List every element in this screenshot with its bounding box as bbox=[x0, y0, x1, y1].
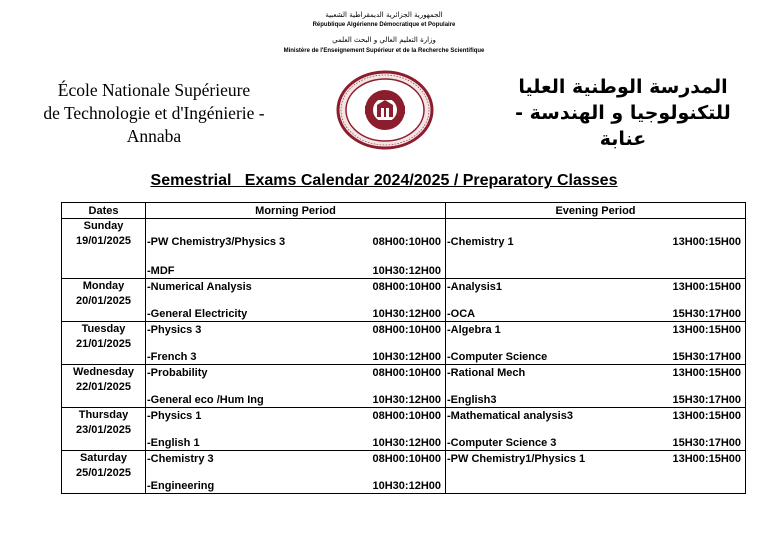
day-cell bbox=[62, 322, 146, 365]
day-name: Saturday bbox=[79, 452, 128, 464]
exam-time: 13H00:15H00 bbox=[672, 409, 741, 422]
exam-time: 13H00:15H00 bbox=[672, 235, 741, 248]
exam-subject: -English 1 bbox=[147, 436, 200, 449]
exam-subject: -PW Chemistry1/Physics 1 bbox=[447, 452, 586, 465]
exam-time: 15H30:17H00 bbox=[672, 436, 741, 449]
evening-cell bbox=[446, 365, 746, 408]
exam-time: 15H30:17H00 bbox=[672, 307, 741, 320]
exam-slot bbox=[146, 279, 445, 294]
republic-fr: République Algérienne Démocratique et Populaire bbox=[312, 22, 456, 28]
exam-subject: -Probability bbox=[147, 366, 208, 379]
exam-subject: -Chemistry 3 bbox=[147, 452, 214, 465]
exam-time: 15H30:17H00 bbox=[672, 393, 741, 406]
morning-cell bbox=[146, 279, 446, 322]
exam-subject: -OCA bbox=[447, 307, 476, 320]
table-row bbox=[62, 408, 746, 451]
exam-time: 10H30:12H00 bbox=[372, 479, 441, 492]
table-row bbox=[62, 279, 746, 322]
exam-subject: -Engineering bbox=[147, 479, 215, 492]
exam-slot bbox=[446, 306, 745, 321]
school-name-fr-line2: de Technologie et d'Ingénierie - Annaba bbox=[43, 103, 265, 146]
day-name: Wednesday bbox=[73, 366, 134, 378]
exam-subject: -Physics 1 bbox=[147, 409, 202, 422]
exam-subject: -English3 bbox=[447, 393, 497, 406]
exam-subject: -Computer Science bbox=[447, 350, 548, 363]
exam-slot bbox=[146, 408, 445, 423]
exam-slot bbox=[146, 306, 445, 321]
exam-time: 13H00:15H00 bbox=[672, 452, 741, 465]
day-date: 20/01/2025 bbox=[75, 295, 132, 307]
exam-slot bbox=[146, 322, 445, 337]
exam-slot bbox=[146, 451, 445, 466]
exam-time: 10H30:12H00 bbox=[372, 307, 441, 320]
table-row bbox=[62, 219, 746, 279]
school-logo bbox=[333, 70, 437, 150]
morning-cell bbox=[146, 408, 446, 451]
exam-slot bbox=[446, 392, 745, 407]
exam-time: 08H00:10H00 bbox=[372, 323, 441, 336]
exam-subject: -Computer Science 3 bbox=[447, 436, 557, 449]
day-name: Thursday bbox=[78, 409, 129, 421]
exam-slot bbox=[146, 234, 445, 249]
exam-slot bbox=[146, 365, 445, 380]
exam-slot bbox=[446, 279, 745, 294]
exam-time: 13H00:15H00 bbox=[672, 323, 741, 336]
exam-slot bbox=[146, 478, 445, 493]
evening-cell bbox=[446, 322, 746, 365]
exam-slot bbox=[446, 349, 745, 364]
school-name-ar-line1: المدرسة الوطنية العليا bbox=[518, 76, 728, 98]
exam-time: 13H00:15H00 bbox=[672, 366, 741, 379]
table-row bbox=[62, 451, 746, 494]
exam-subject: -Analysis1 bbox=[447, 280, 503, 293]
exam-slot bbox=[146, 435, 445, 450]
morning-cell bbox=[146, 322, 446, 365]
exam-slot bbox=[146, 392, 445, 407]
exam-subject: -French 3 bbox=[147, 350, 197, 363]
exam-subject: -Physics 3 bbox=[147, 323, 202, 336]
school-name-fr-line1: École Nationale Supérieure bbox=[57, 80, 251, 100]
morning-cell bbox=[146, 365, 446, 408]
ministry-fr: Ministère de l'Enseignement Supérieur et de la Recherche Scientifique bbox=[283, 48, 485, 54]
day-cell bbox=[62, 279, 146, 322]
exam-time: 10H30:12H00 bbox=[372, 264, 441, 277]
day-cell bbox=[62, 365, 146, 408]
exam-subject: -Chemistry 1 bbox=[447, 235, 514, 248]
exam-time: 13H00:15H00 bbox=[672, 280, 741, 293]
exam-time: 08H00:10H00 bbox=[372, 280, 441, 293]
exam-subject: -General eco /Hum Ing bbox=[147, 393, 264, 406]
exams-calendar-table bbox=[61, 202, 746, 494]
evening-cell bbox=[446, 408, 746, 451]
day-date: 23/01/2025 bbox=[75, 424, 132, 436]
exam-time: 08H00:10H00 bbox=[372, 452, 441, 465]
exam-time: 15H30:17H00 bbox=[672, 350, 741, 363]
morning-cell bbox=[146, 219, 446, 279]
day-date: 21/01/2025 bbox=[75, 338, 132, 350]
day-date: 19/01/2025 bbox=[75, 235, 132, 247]
table-row bbox=[62, 365, 746, 408]
exam-time: 10H30:12H00 bbox=[372, 393, 441, 406]
day-date: 25/01/2025 bbox=[75, 467, 132, 479]
exam-slot bbox=[446, 451, 745, 466]
exam-slot bbox=[446, 408, 745, 423]
exam-subject: -PW Chemistry3/Physics 3 bbox=[147, 235, 286, 248]
page-title: Semestrial Exams Calendar 2024/2025 / Preparatory Classes bbox=[150, 172, 618, 189]
exam-subject: -Algebra 1 bbox=[447, 323, 501, 336]
exam-slot bbox=[446, 435, 745, 450]
evening-cell bbox=[446, 279, 746, 322]
exam-time: 08H00:10H00 bbox=[372, 409, 441, 422]
exam-subject: -MDF bbox=[147, 264, 175, 277]
exam-slot bbox=[146, 263, 445, 278]
exam-time: 08H00:10H00 bbox=[372, 235, 441, 248]
day-date: 22/01/2025 bbox=[75, 381, 132, 393]
morning-cell bbox=[146, 451, 446, 494]
evening-cell bbox=[446, 219, 746, 279]
exam-slot bbox=[446, 322, 745, 337]
day-name: Monday bbox=[82, 280, 125, 292]
ministry-ar: وزارة التعليم العالي و البحث العلمي bbox=[332, 36, 436, 44]
exam-slot bbox=[446, 234, 745, 249]
republic-ar: الجمهورية الجزائرية الديمقراطية الشعبية bbox=[325, 11, 443, 19]
day-cell bbox=[62, 219, 146, 279]
exam-time: 10H30:12H00 bbox=[372, 350, 441, 363]
school-name-ar-line2: للتكنولوجيا و الهندسة - عنابة bbox=[515, 102, 731, 150]
col-header-dates: Dates bbox=[62, 203, 146, 219]
day-name: Tuesday bbox=[81, 323, 126, 335]
exam-subject: -Numerical Analysis bbox=[147, 280, 252, 293]
exam-time: 08H00:10H00 bbox=[372, 366, 441, 379]
table-header-row bbox=[62, 203, 746, 219]
day-name: Sunday bbox=[83, 220, 124, 232]
table-row bbox=[62, 322, 746, 365]
day-cell bbox=[62, 451, 146, 494]
exam-slot bbox=[146, 349, 445, 364]
day-cell bbox=[62, 408, 146, 451]
exam-subject: -Rational Mech bbox=[447, 366, 526, 379]
col-header-evening: Evening Period bbox=[446, 203, 746, 219]
exam-subject: -Mathematical analysis3 bbox=[447, 409, 573, 422]
evening-cell bbox=[446, 451, 746, 494]
exam-time: 10H30:12H00 bbox=[372, 436, 441, 449]
school-name-fr bbox=[28, 79, 280, 148]
col-header-morning: Morning Period bbox=[146, 203, 446, 219]
exam-slot bbox=[446, 365, 745, 380]
exam-subject: -General Electricity bbox=[147, 307, 248, 320]
school-name-ar bbox=[500, 74, 746, 152]
